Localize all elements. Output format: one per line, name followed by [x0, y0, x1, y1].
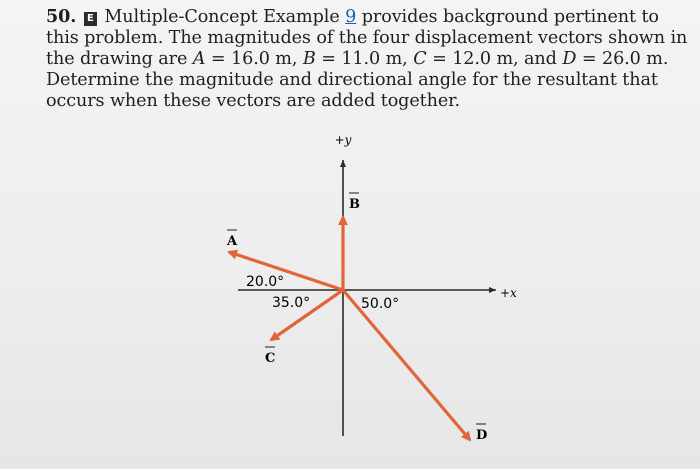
problem-number: 50.	[46, 6, 77, 27]
angle-label-d: 50.0°	[361, 296, 400, 312]
vector-d	[343, 290, 470, 440]
angle-label-a: 20.0°	[246, 274, 285, 290]
label-b	[349, 193, 360, 212]
val-a: = 16.0 m,	[210, 49, 298, 69]
var-d: D	[562, 49, 577, 69]
difficulty-badge-icon: E	[84, 12, 97, 26]
angle-label-c: 35.0°	[272, 295, 311, 311]
label-a-text: A	[227, 234, 238, 249]
example-link[interactable]: 9	[345, 7, 357, 27]
val-b: = 11.0 m,	[321, 49, 408, 69]
var-c: C	[413, 49, 427, 69]
label-c	[265, 347, 275, 366]
axis-y-label: +y	[334, 133, 352, 147]
val-c: = 12.0 m, and	[432, 49, 557, 69]
label-b-text: B	[349, 197, 360, 212]
problem-lead: Multiple-Concept Example	[104, 7, 340, 27]
label-d-text: D	[476, 428, 488, 443]
label-d	[476, 424, 487, 443]
label-a	[226, 230, 238, 249]
label-c-text: C	[265, 351, 276, 366]
var-b: B	[302, 49, 316, 69]
val-d: = 26.0 m. Determine the magnitude and directional angle for the resultant that occurs when these vectors are added together.	[46, 49, 669, 111]
problem-text-1: provides background pertinent to this problem. The magnitudes of the four displacement vectors shown in the drawing are	[46, 7, 688, 69]
var-a: A	[192, 49, 206, 69]
axis-x-label: +x	[500, 286, 517, 300]
